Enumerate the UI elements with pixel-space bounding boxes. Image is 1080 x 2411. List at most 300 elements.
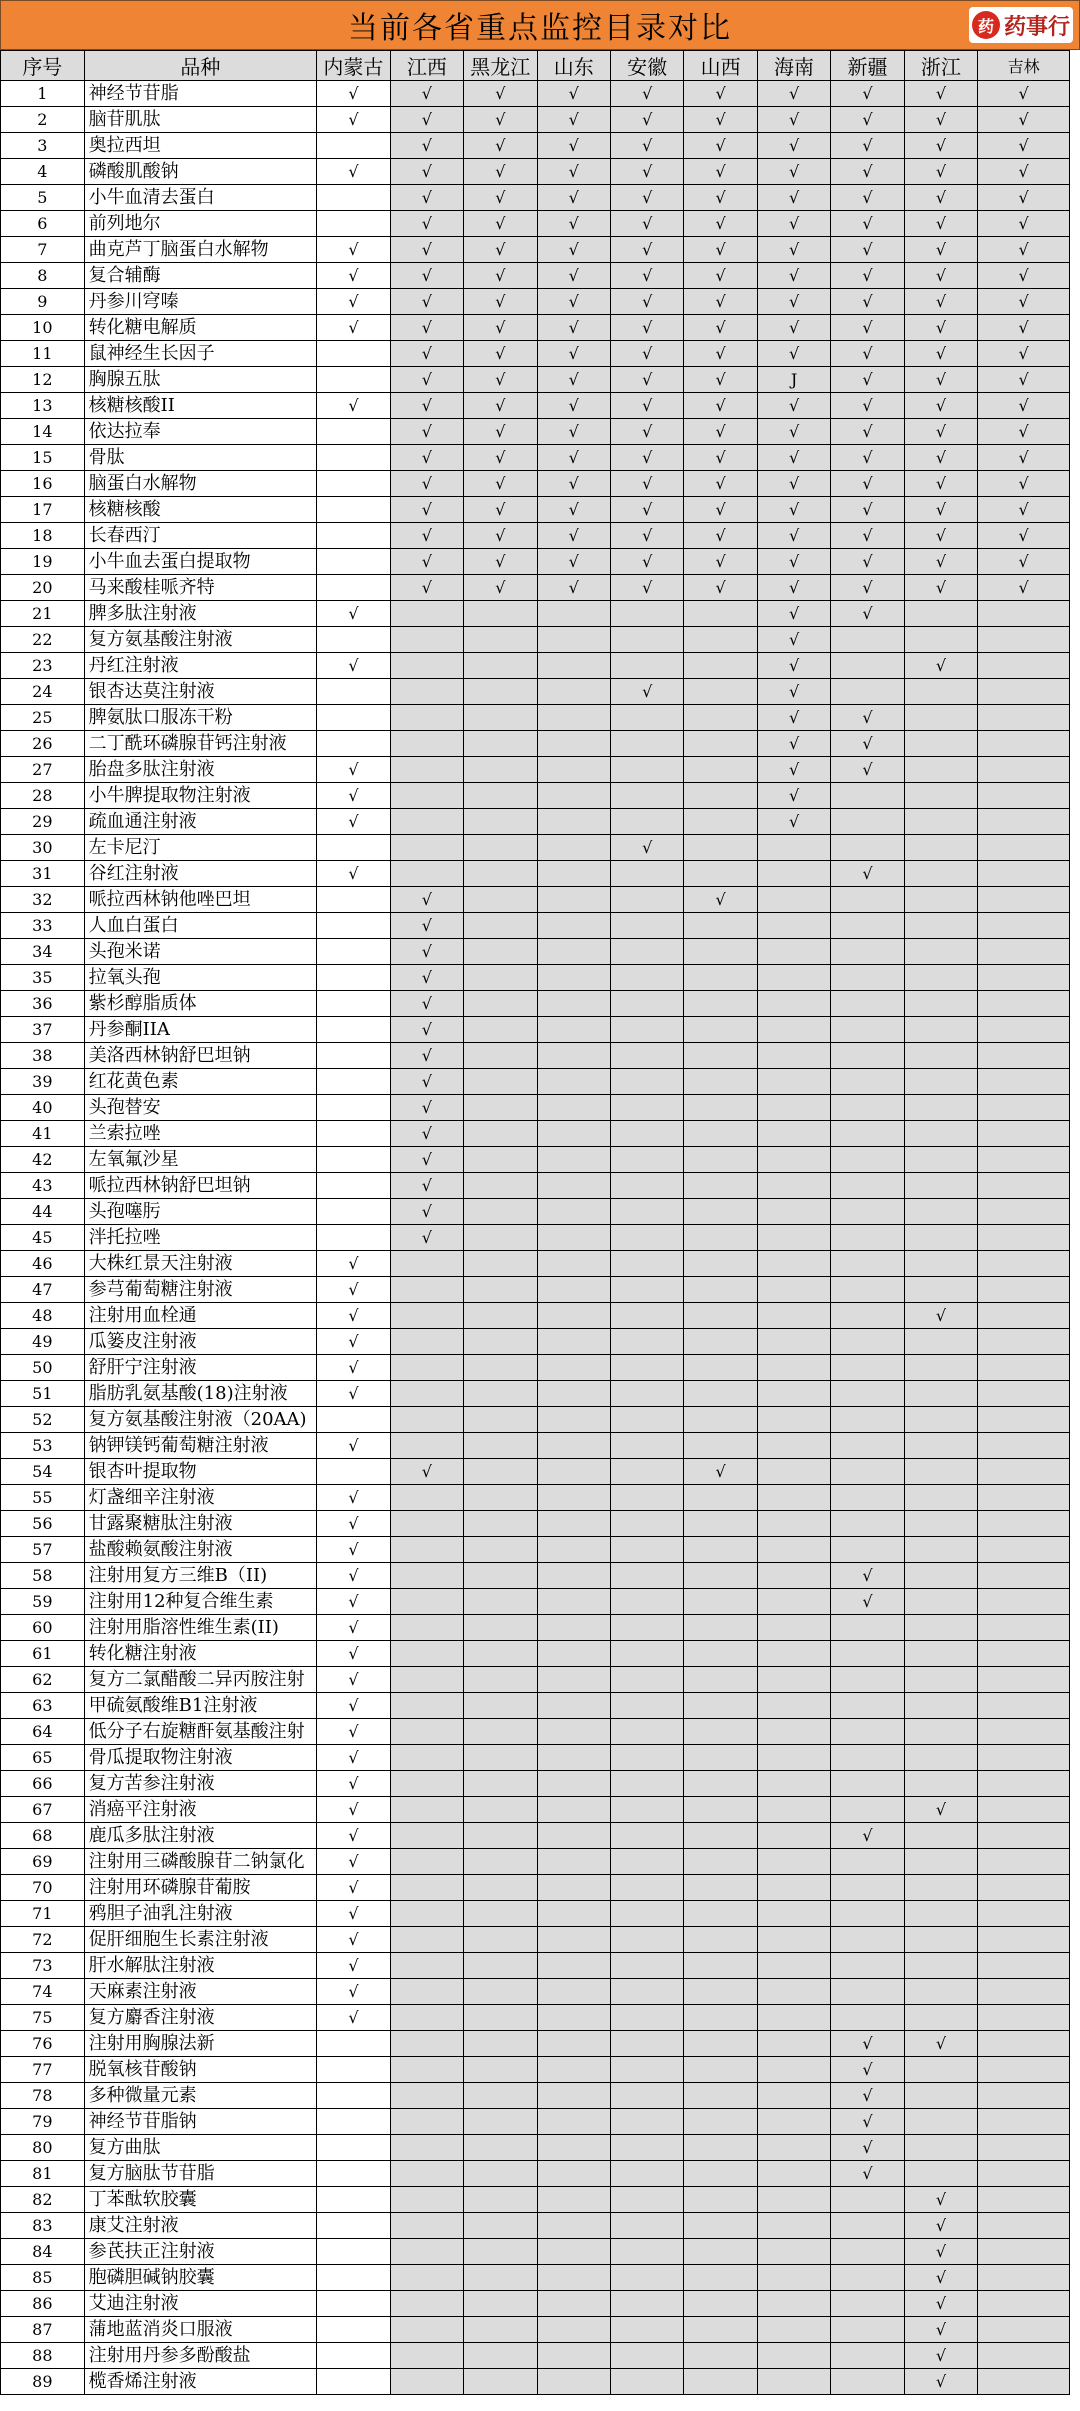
province-mark <box>684 2213 757 2239</box>
province-mark: √ <box>757 575 830 601</box>
province-mark <box>904 1355 977 1381</box>
province-mark <box>390 1771 463 1797</box>
row-number: 42 <box>1 1147 85 1173</box>
province-mark: √ <box>390 107 463 133</box>
province-mark <box>978 757 1070 783</box>
province-mark <box>464 1641 537 1667</box>
province-mark <box>978 1459 1070 1485</box>
table-row <box>1 1329 1070 1355</box>
province-mark: √ <box>904 263 977 289</box>
province-mark <box>978 1953 1070 1979</box>
province-mark <box>684 1121 757 1147</box>
row-number: 55 <box>1 1485 85 1511</box>
row-number: 63 <box>1 1693 85 1719</box>
province-mark <box>831 1927 904 1953</box>
row-number: 61 <box>1 1641 85 1667</box>
province-mark: √ <box>831 1589 904 1615</box>
drug-name: 低分子右旋糖酐氨基酸注射 <box>84 1719 317 1745</box>
province-mark <box>978 1563 1070 1589</box>
province-mark: √ <box>317 1511 390 1537</box>
table-row <box>1 1745 1070 1771</box>
province-mark <box>390 1563 463 1589</box>
drug-name: 丁苯酞软胶囊 <box>84 2187 317 2213</box>
row-number: 7 <box>1 237 85 263</box>
province-mark <box>978 2317 1070 2343</box>
province-mark <box>610 1979 683 2005</box>
province-mark <box>978 679 1070 705</box>
province-mark <box>831 1797 904 1823</box>
row-number: 80 <box>1 2135 85 2161</box>
table-row <box>1 2239 1070 2265</box>
province-mark: √ <box>610 81 683 107</box>
row-number: 29 <box>1 809 85 835</box>
province-mark <box>831 913 904 939</box>
province-mark <box>537 1329 610 1355</box>
province-mark <box>317 549 390 575</box>
column-header: 山西 <box>684 51 757 81</box>
province-mark: √ <box>537 185 610 211</box>
province-mark <box>317 1121 390 1147</box>
province-mark: √ <box>317 1641 390 1667</box>
row-number: 23 <box>1 653 85 679</box>
province-mark: √ <box>317 1797 390 1823</box>
province-mark <box>464 705 537 731</box>
province-mark <box>464 1407 537 1433</box>
province-mark <box>978 913 1070 939</box>
province-mark <box>904 1745 977 1771</box>
province-mark <box>757 861 830 887</box>
table-row <box>1 2057 1070 2083</box>
drug-name: 参芪扶正注射液 <box>84 2239 317 2265</box>
header-row <box>1 51 1070 81</box>
table-row <box>1 809 1070 835</box>
row-number: 19 <box>1 549 85 575</box>
province-mark <box>904 679 977 705</box>
province-mark <box>317 367 390 393</box>
province-mark <box>390 705 463 731</box>
province-mark <box>610 2343 683 2369</box>
province-mark: √ <box>317 1537 390 1563</box>
province-mark <box>684 1043 757 1069</box>
province-mark <box>610 1277 683 1303</box>
province-mark <box>610 809 683 835</box>
province-mark <box>684 1901 757 1927</box>
province-mark <box>610 1251 683 1277</box>
province-mark: √ <box>390 289 463 315</box>
table-row <box>1 1823 1070 1849</box>
province-mark <box>390 2005 463 2031</box>
province-mark <box>537 653 610 679</box>
province-mark <box>610 1771 683 1797</box>
drug-name: 左卡尼汀 <box>84 835 317 861</box>
column-header: 山东 <box>537 51 610 81</box>
province-mark: √ <box>317 757 390 783</box>
province-mark <box>537 1017 610 1043</box>
province-mark: √ <box>537 367 610 393</box>
province-mark <box>317 1017 390 1043</box>
row-number: 13 <box>1 393 85 419</box>
province-mark <box>831 1173 904 1199</box>
province-mark <box>757 1511 830 1537</box>
province-mark <box>978 861 1070 887</box>
province-mark <box>537 2369 610 2395</box>
monitoring-table <box>0 50 1070 2395</box>
province-mark: √ <box>464 159 537 185</box>
province-mark <box>390 1797 463 1823</box>
drug-name: 参芎葡萄糖注射液 <box>84 1277 317 1303</box>
province-mark: √ <box>610 159 683 185</box>
province-mark: √ <box>831 81 904 107</box>
province-mark: √ <box>464 445 537 471</box>
province-mark: √ <box>831 419 904 445</box>
province-mark: √ <box>978 575 1070 601</box>
province-mark: √ <box>831 2057 904 2083</box>
table-row <box>1 1251 1070 1277</box>
drug-name: 肝水解肽注射液 <box>84 1953 317 1979</box>
province-mark: √ <box>684 133 757 159</box>
province-mark <box>537 1277 610 1303</box>
province-mark <box>978 1901 1070 1927</box>
province-mark <box>610 1589 683 1615</box>
province-mark <box>537 2109 610 2135</box>
table-row <box>1 757 1070 783</box>
province-mark <box>464 1485 537 1511</box>
province-mark <box>684 1823 757 1849</box>
row-number: 71 <box>1 1901 85 1927</box>
province-mark <box>904 2109 977 2135</box>
table-row <box>1 315 1070 341</box>
province-mark <box>537 1901 610 1927</box>
row-number: 51 <box>1 1381 85 1407</box>
province-mark <box>904 1147 977 1173</box>
province-mark <box>757 1095 830 1121</box>
province-mark <box>831 2317 904 2343</box>
column-header: 浙江 <box>904 51 977 81</box>
province-mark <box>831 1303 904 1329</box>
province-mark <box>390 1849 463 1875</box>
province-mark <box>390 2031 463 2057</box>
drug-name: 钠钾镁钙葡萄糖注射液 <box>84 1433 317 1459</box>
province-mark: √ <box>831 2109 904 2135</box>
table-row <box>1 1979 1070 2005</box>
province-mark <box>978 1303 1070 1329</box>
province-mark: √ <box>610 237 683 263</box>
row-number: 76 <box>1 2031 85 2057</box>
province-mark <box>684 1303 757 1329</box>
row-number: 39 <box>1 1069 85 1095</box>
province-mark <box>978 2239 1070 2265</box>
province-mark <box>610 2187 683 2213</box>
province-mark <box>757 2317 830 2343</box>
province-mark: √ <box>317 1745 390 1771</box>
province-mark <box>684 1069 757 1095</box>
drug-name: 灯盏细辛注射液 <box>84 1485 317 1511</box>
drug-name: 长春西汀 <box>84 523 317 549</box>
province-mark <box>978 1823 1070 1849</box>
table-row <box>1 1771 1070 1797</box>
drug-name: 胞磷胆碱钠胶囊 <box>84 2265 317 2291</box>
province-mark: √ <box>390 1043 463 1069</box>
province-mark <box>757 1875 830 1901</box>
province-mark <box>684 965 757 991</box>
province-mark <box>610 1927 683 1953</box>
row-number: 82 <box>1 2187 85 2213</box>
province-mark <box>684 2317 757 2343</box>
province-mark <box>978 2291 1070 2317</box>
province-mark <box>537 2291 610 2317</box>
table-row <box>1 913 1070 939</box>
province-mark: √ <box>831 1823 904 1849</box>
province-mark: √ <box>978 497 1070 523</box>
province-mark <box>904 1537 977 1563</box>
row-number: 35 <box>1 965 85 991</box>
province-mark <box>390 627 463 653</box>
province-mark <box>464 1797 537 1823</box>
row-number: 70 <box>1 1875 85 1901</box>
province-mark <box>978 2213 1070 2239</box>
province-mark <box>464 1277 537 1303</box>
province-mark <box>537 1823 610 1849</box>
province-mark: √ <box>978 471 1070 497</box>
province-mark <box>757 1303 830 1329</box>
province-mark <box>537 835 610 861</box>
province-mark: √ <box>537 133 610 159</box>
province-mark <box>904 991 977 1017</box>
province-mark <box>317 419 390 445</box>
province-mark: √ <box>684 367 757 393</box>
province-mark <box>684 2343 757 2369</box>
province-mark <box>904 1329 977 1355</box>
province-mark <box>610 1121 683 1147</box>
province-mark <box>904 1069 977 1095</box>
province-mark <box>610 2161 683 2187</box>
province-mark <box>831 1277 904 1303</box>
province-mark: √ <box>537 497 610 523</box>
row-number: 18 <box>1 523 85 549</box>
province-mark <box>537 783 610 809</box>
province-mark: √ <box>390 341 463 367</box>
table-row <box>1 1693 1070 1719</box>
province-mark: √ <box>904 523 977 549</box>
province-mark: √ <box>390 887 463 913</box>
province-mark <box>610 653 683 679</box>
province-mark <box>390 1745 463 1771</box>
province-mark <box>537 991 610 1017</box>
province-mark: √ <box>390 263 463 289</box>
table-row <box>1 81 1070 107</box>
province-mark <box>978 1381 1070 1407</box>
column-header: 内蒙古 <box>317 51 390 81</box>
drug-name: 复方曲肽 <box>84 2135 317 2161</box>
province-mark <box>390 731 463 757</box>
province-mark <box>831 1641 904 1667</box>
province-mark <box>831 835 904 861</box>
province-mark <box>317 1225 390 1251</box>
province-mark <box>684 2161 757 2187</box>
table-row <box>1 2291 1070 2317</box>
province-mark <box>537 1251 610 1277</box>
province-mark <box>978 2369 1070 2395</box>
table-row <box>1 1459 1070 1485</box>
province-mark <box>978 1407 1070 1433</box>
province-mark: √ <box>390 575 463 601</box>
province-mark: √ <box>537 263 610 289</box>
province-mark <box>904 939 977 965</box>
province-mark: √ <box>390 523 463 549</box>
province-mark <box>610 1433 683 1459</box>
province-mark <box>390 2135 463 2161</box>
province-mark: √ <box>317 1381 390 1407</box>
province-mark <box>684 1225 757 1251</box>
province-mark: √ <box>757 341 830 367</box>
province-mark <box>904 1225 977 1251</box>
province-mark: √ <box>317 1277 390 1303</box>
province-mark: √ <box>757 445 830 471</box>
province-mark <box>684 1251 757 1277</box>
province-mark <box>537 2317 610 2343</box>
logo-mark: 药 <box>972 11 1000 39</box>
province-mark <box>684 705 757 731</box>
province-mark <box>390 2343 463 2369</box>
province-mark: √ <box>317 1667 390 1693</box>
province-mark: √ <box>757 315 830 341</box>
province-mark: √ <box>390 237 463 263</box>
province-mark <box>390 1927 463 1953</box>
province-mark: √ <box>831 341 904 367</box>
province-mark: √ <box>537 81 610 107</box>
province-mark: √ <box>904 497 977 523</box>
table-row <box>1 185 1070 211</box>
table-row <box>1 2135 1070 2161</box>
province-mark: √ <box>464 289 537 315</box>
province-mark <box>757 2083 830 2109</box>
province-mark <box>904 1927 977 1953</box>
province-mark <box>317 2083 390 2109</box>
province-mark <box>831 887 904 913</box>
province-mark <box>464 2265 537 2291</box>
province-mark <box>978 1875 1070 1901</box>
province-mark <box>464 2343 537 2369</box>
province-mark <box>684 2239 757 2265</box>
province-mark <box>464 2369 537 2395</box>
province-mark: √ <box>317 237 390 263</box>
province-mark <box>464 1511 537 1537</box>
table-row <box>1 2369 1070 2395</box>
province-mark: √ <box>831 575 904 601</box>
province-mark: √ <box>684 159 757 185</box>
province-mark <box>904 809 977 835</box>
province-mark: √ <box>904 393 977 419</box>
province-mark <box>464 1069 537 1095</box>
province-mark <box>390 1979 463 2005</box>
drug-name: 疏血通注射液 <box>84 809 317 835</box>
province-mark: √ <box>904 185 977 211</box>
province-mark <box>757 1927 830 1953</box>
province-mark: √ <box>390 1173 463 1199</box>
province-mark: √ <box>904 2291 977 2317</box>
province-mark <box>317 2343 390 2369</box>
province-mark <box>757 1485 830 1511</box>
province-mark: √ <box>390 1121 463 1147</box>
province-mark <box>537 1537 610 1563</box>
row-number: 64 <box>1 1719 85 1745</box>
province-mark <box>317 2057 390 2083</box>
province-mark <box>904 1251 977 1277</box>
table-row <box>1 731 1070 757</box>
province-mark <box>610 2135 683 2161</box>
province-mark <box>464 653 537 679</box>
province-mark <box>757 1147 830 1173</box>
table-row <box>1 159 1070 185</box>
row-number: 66 <box>1 1771 85 1797</box>
row-number: 3 <box>1 133 85 159</box>
table-row <box>1 2317 1070 2343</box>
drug-name: 兰索拉唑 <box>84 1121 317 1147</box>
province-mark <box>390 1615 463 1641</box>
province-mark <box>390 2265 463 2291</box>
province-mark <box>537 1667 610 1693</box>
province-mark: √ <box>904 1303 977 1329</box>
province-mark <box>684 1199 757 1225</box>
province-mark <box>464 1329 537 1355</box>
province-mark <box>537 1797 610 1823</box>
province-mark: √ <box>390 211 463 237</box>
province-mark <box>390 1641 463 1667</box>
province-mark: √ <box>904 315 977 341</box>
row-number: 37 <box>1 1017 85 1043</box>
province-mark <box>904 1641 977 1667</box>
logo-text: 药事行 <box>1003 14 1070 40</box>
province-mark <box>831 679 904 705</box>
province-mark <box>831 1719 904 1745</box>
province-mark <box>610 1043 683 1069</box>
province-mark <box>317 1459 390 1485</box>
province-mark <box>757 1901 830 1927</box>
province-mark: √ <box>904 341 977 367</box>
province-mark: √ <box>757 107 830 133</box>
province-mark: √ <box>317 1329 390 1355</box>
province-mark <box>831 1433 904 1459</box>
table-row <box>1 1719 1070 1745</box>
drug-name: 胎盘多肽注射液 <box>84 757 317 783</box>
province-mark <box>390 2369 463 2395</box>
province-mark: √ <box>464 497 537 523</box>
province-mark: √ <box>537 471 610 497</box>
province-mark <box>831 1043 904 1069</box>
province-mark <box>978 1355 1070 1381</box>
table-row <box>1 1537 1070 1563</box>
province-mark: √ <box>978 419 1070 445</box>
province-mark <box>904 1095 977 1121</box>
province-mark: √ <box>831 523 904 549</box>
province-mark <box>390 2213 463 2239</box>
row-number: 6 <box>1 211 85 237</box>
table-row <box>1 2343 1070 2369</box>
drug-name: 胸腺五肽 <box>84 367 317 393</box>
province-mark <box>610 861 683 887</box>
province-mark: √ <box>904 133 977 159</box>
row-number: 58 <box>1 1563 85 1589</box>
table-row <box>1 549 1070 575</box>
province-mark <box>317 705 390 731</box>
province-mark <box>537 2057 610 2083</box>
row-number: 44 <box>1 1199 85 1225</box>
province-mark: √ <box>684 185 757 211</box>
table-row <box>1 445 1070 471</box>
province-mark: √ <box>978 185 1070 211</box>
province-mark <box>610 2369 683 2395</box>
province-mark: √ <box>757 393 830 419</box>
